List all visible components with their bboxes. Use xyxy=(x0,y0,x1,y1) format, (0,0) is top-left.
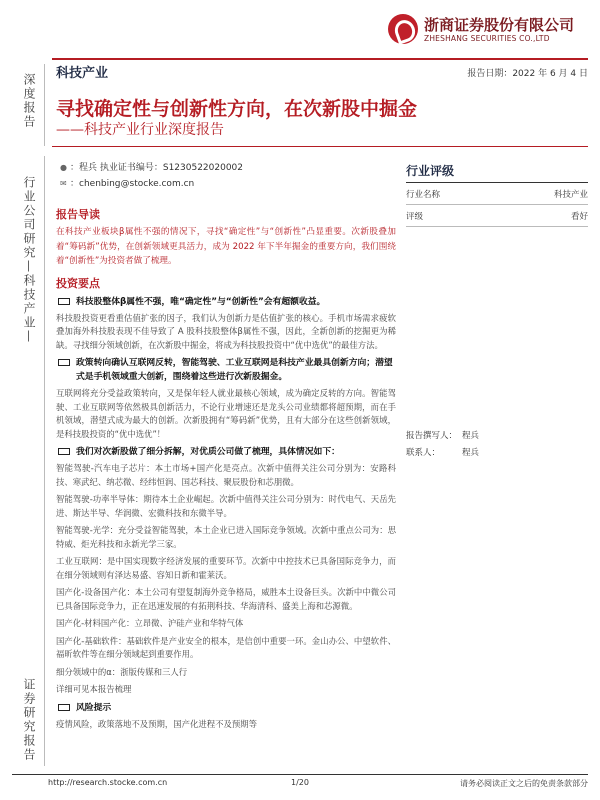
contact-row xyxy=(406,445,588,462)
company-logo xyxy=(388,12,588,48)
side-band-report-type: 深度报告 xyxy=(22,73,36,129)
list-item: 国产化-材料国产化：立昂微、沪硅产业和华特气体 xyxy=(56,618,244,628)
point-3-heading: 我们对次新股做了细分拆解，对优质公司做了梳理，具体情况如下： xyxy=(76,447,340,457)
checkbox-bullet-icon xyxy=(58,448,70,455)
list-item: 智能驾驶-汽车电子芯片：本土市场+国产化是亮点。次新中值得关注公司分别为：安路科技、寒武纪、纳芯微、经纬恒润、国芯科技、聚辰股份和芯朋微。 xyxy=(56,463,396,487)
report-subtitle: ——科技产业行业深度报告 xyxy=(56,122,224,138)
rating-row-value: 科技产业 xyxy=(553,190,588,200)
footer-disclaimer: 请务必阅读正文之后的免责条款部分 xyxy=(460,779,588,788)
checkbox-bullet-icon xyxy=(58,298,70,305)
author-block xyxy=(60,160,243,192)
contacts-panel xyxy=(406,428,588,462)
list-item: 智能驾驶-光学：充分受益智能驾驶，本土企业已进入国际竞争领域。次新中重点公司为：思特威、炬光科技和永新光学三家。 xyxy=(56,525,396,549)
point-1 xyxy=(56,295,396,309)
writer-row xyxy=(406,428,588,445)
sector-label: 科技产业 xyxy=(56,66,109,81)
logo-company-name: 浙商证券股份有限公司 xyxy=(424,16,575,34)
risk-body: 疫情风险，政策落地不及预期，国产化进程不及预期等 xyxy=(56,718,257,729)
main-content xyxy=(56,206,396,735)
title-divider xyxy=(52,146,588,147)
checkbox-bullet-icon xyxy=(58,359,70,366)
point-2 xyxy=(56,356,396,384)
list-item: 国产化-设备国产化：本土公司有望复制海外竞争格局，威胜本土设备巨头。次新中中微公司已具备国际竞争力，正在迅速发展的有拓荆科技、华海清科、盛美上海和芯源微。 xyxy=(56,587,396,611)
writer-name: 程兵 xyxy=(462,431,480,441)
guide-text: 在科技产业板块β属性不强的情况下，寻找“确定性”与“创新性”凸显重要。次新股叠加着“筹码新”优势，在创新领域更具活力，成为 2022 年下半年掘金的重要方向，我们围绕着“创新性”为投资者做了梳理。 xyxy=(56,227,396,266)
point-2-heading: 政策转向确认互联网反转，智能驾驶、工业互联网是科技产业最具创新方向；潜望式是手机领域重大创新，围绕着这些进行次新股掘金。 xyxy=(76,358,393,382)
list-item: 细分领域中的α：浙版传媒和三人行 xyxy=(56,666,188,677)
footer-divider xyxy=(12,774,588,775)
guide-title: 报告导读 xyxy=(56,208,100,221)
rating-row xyxy=(406,183,588,205)
list-item: 智能驾驶-功率半导体：期待本土企业崛起。次新中值得关注公司分别为：时代电气、天岳先进、斯达半导、华润微、宏微科技和东微半导。 xyxy=(56,494,396,518)
risk-heading: 风险提示 xyxy=(76,702,112,713)
email-icon: ✉ xyxy=(60,179,67,188)
point-1-body: 科技股投资更看重估值扩张的因子，我们认为创新力是估值扩张的核心。手机市场需求疲软叠加海外科技股表现不佳导致了 A 股科技股整体β属性不强，因此，全新创新的挖掘更为稀缺。寻找细分领域创新，在次新股中掘金，将成为科技股投资中“优中选优”的最佳方法。 xyxy=(56,312,396,350)
writer-label: 报告撰写人： xyxy=(406,431,458,441)
report-title: 寻找确定性与创新性方向，在次新股中掘金 xyxy=(56,98,418,120)
list-item: 国产化-基础软件：基础软件是产业安全的根本，是信创中重要一环。金山办公、中望软件、福昕软件等在细分领域起到重要作用。 xyxy=(56,635,396,659)
person-icon: ● xyxy=(60,163,67,172)
rating-row-label: 行业名称 xyxy=(406,190,441,200)
rating-row-value: 看好 xyxy=(570,212,588,222)
checkbox-bullet-icon xyxy=(58,704,70,711)
contact-label: 联系人： xyxy=(406,448,441,458)
page-number: 1/20 xyxy=(291,778,309,787)
header-divider xyxy=(52,58,588,60)
point-1-heading: 科技股整体β属性不强，唯“确定性”与“创新性”会有超额收益。 xyxy=(76,296,326,307)
rating-panel xyxy=(406,162,588,227)
author-name-cert: ：程兵 执业证书编号：S1230522020002 xyxy=(70,163,244,173)
contact-name: 程兵 xyxy=(462,448,480,458)
logo-company-name-en: ZHESHANG SECURITIES CO.,LTD xyxy=(424,34,550,43)
report-date: 报告日期：2022 年 6 月 4 日 xyxy=(467,69,588,79)
side-band-divider xyxy=(44,156,45,766)
point-3 xyxy=(56,445,396,459)
footer-url[interactable]: http://research.stocke.com.cn xyxy=(48,778,168,787)
rating-row-label: 评级 xyxy=(406,212,424,222)
side-band-divider xyxy=(44,64,45,146)
list-item: 工业互联网：是中国实现数字经济发展的重要环节。次新中中控技术已具备国际竞争力，而在细分领域则有泽达易盛、容知日新和霍莱沃。 xyxy=(56,556,396,580)
author-email[interactable]: ：chenbing@stocke.com.cn xyxy=(70,179,195,189)
side-band-category: 行业公司研究—科技产业— xyxy=(22,176,36,344)
rating-title: 行业评级 xyxy=(406,162,588,183)
rating-row xyxy=(406,205,588,227)
point-2-body: 互联网将充分受益政策转向，又是保年轻人就业最核心领域，成为确定反转的方向。智能驾驶、工业互联网等依然极具创新活力，不论行业增速还是龙头公司业绩都将超预期，而在手机领域，潜望式成为最大的创新。次新股拥有“筹码新”优势，且有大部分在这些创新领域，是科技股投资的“优中选优”！ xyxy=(56,388,396,439)
list-item: 详细可见本报告梳理 xyxy=(56,684,132,694)
logo-mark-icon xyxy=(388,14,418,44)
side-band-research: 证券研究报告 xyxy=(22,678,36,762)
point-4 xyxy=(56,701,396,715)
points-title: 投资要点 xyxy=(56,276,100,290)
